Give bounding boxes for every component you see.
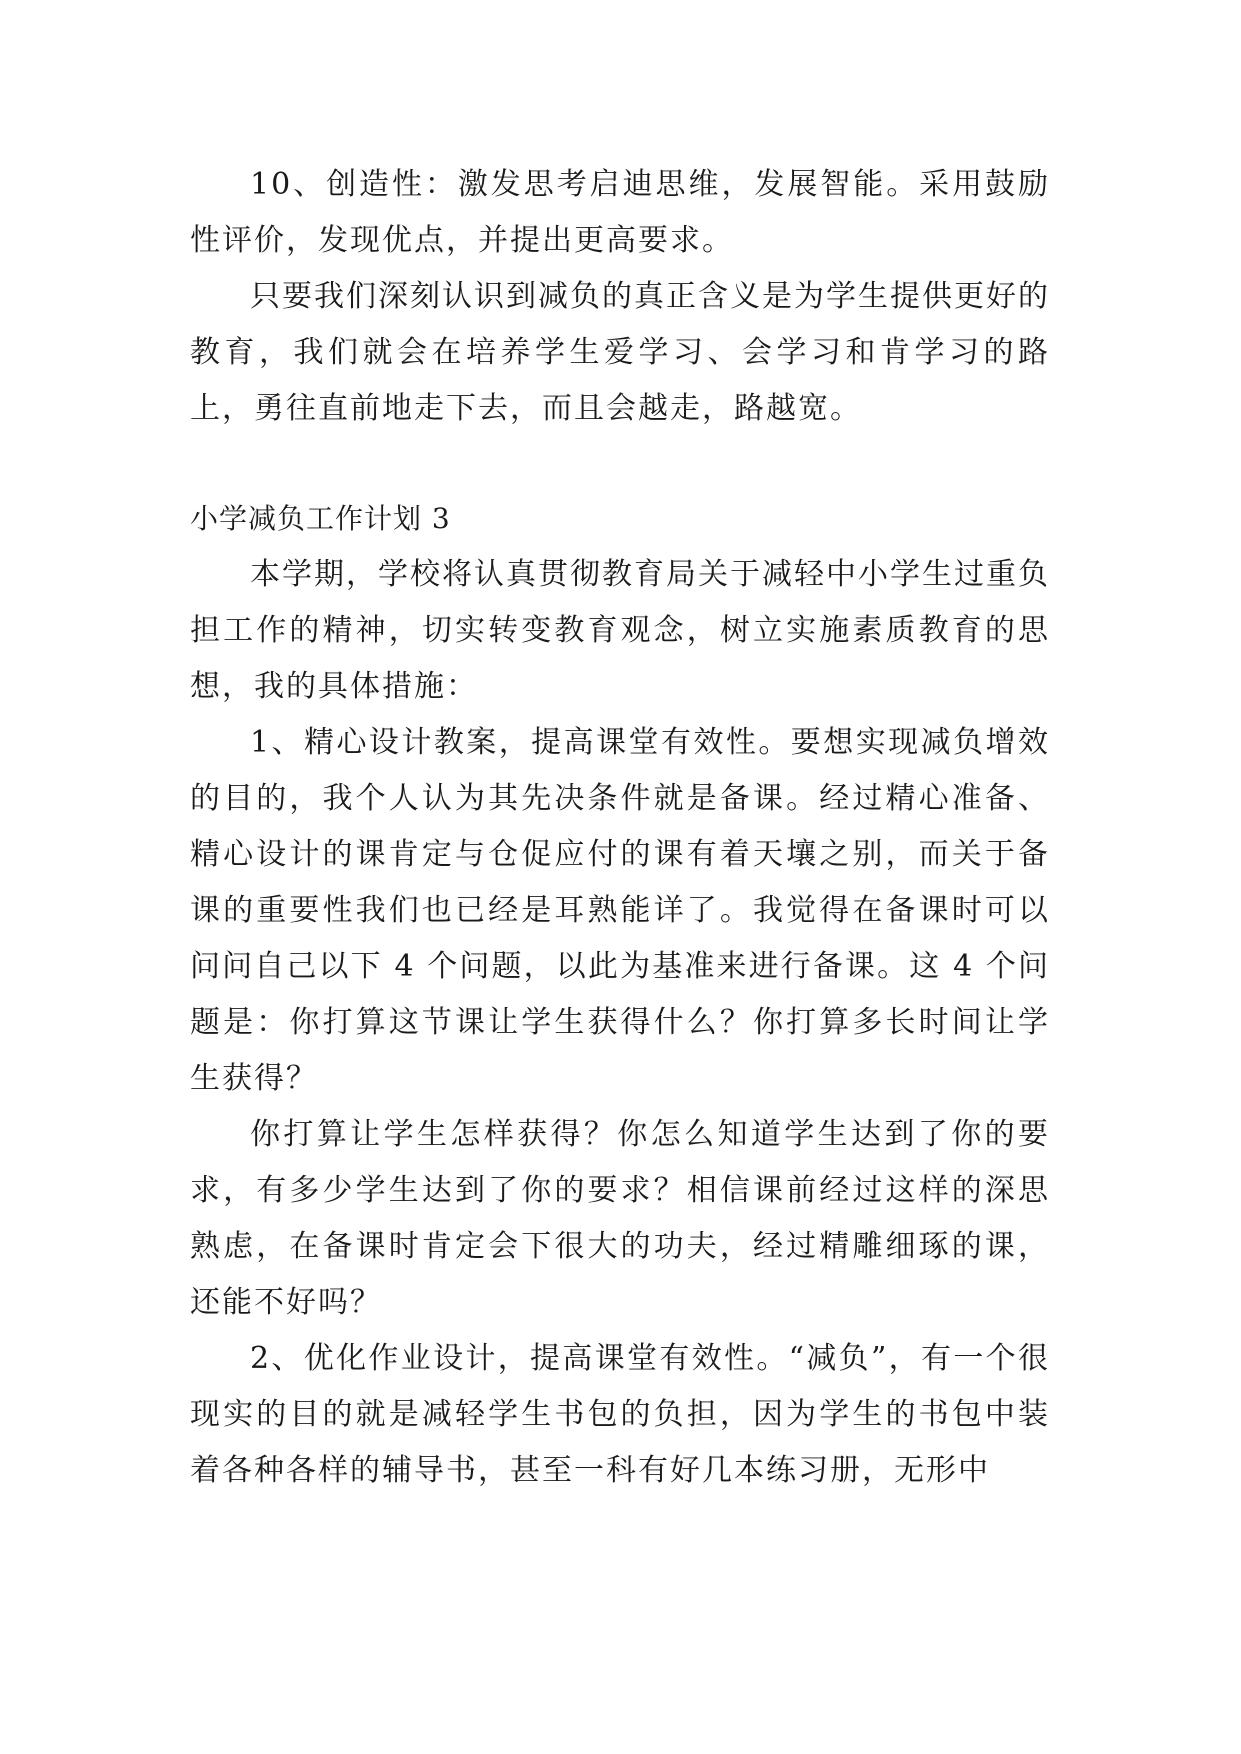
paragraph-measure-2: 2、优化作业设计，提高课堂有效性。“减负”，有一个很现实的目的就是减轻学生书包的负担，因为学生的书包中装着各种各样的辅导书，甚至一科有好几本练习册，无形中 (190, 1341, 1050, 1488)
paragraph-intro: 本学期，学校将认真贯彻教育局关于减轻中小学生过重负担工作的精神，切实转变教育观念，树立实施素质教育的思想，我的具体措施： (190, 557, 1050, 704)
paragraph-measure-1-cont: 你打算让学生怎样获得？你怎么知道学生达到了你的要求，有多少学生达到了你的要求？相信课前经过这样的深思熟虑，在备课时肯定会下很大的功夫，经过精雕细琢的课，还能不好吗？ (190, 1117, 1050, 1320)
document-body (190, 157, 1050, 1499)
section-heading: 小学减负工作计划 3 (190, 502, 451, 535)
paragraph-measure-1: 1、精心设计教案，提高课堂有效性。要想实现减负增效的目的，我个人认为其先决条件就是备课。经过精心准备、精心设计的课肯定与仓促应付的课有着天壤之别，而关于备课的重要性我们也已经是耳熟能详了。我觉得在备课时可以问问自己以下 4 个问题，以此为基准来进行备课。这 4 个问题是：你打算这节课让学生获得什么？你打算多长时间让学生获得？ (190, 725, 1050, 1096)
paragraph-creativity: 10、创造性：激发思考启迪思维，发展智能。采用鼓励性评价，发现优点，并提出更高要求。 (190, 167, 1050, 258)
paragraph-conclusion: 只要我们深刻认识到减负的真正含义是为学生提供更好的教育，我们就会在培养学生爱学习、会学习和肯学习的路上，勇往直前地走下去，而且会越走，路越宽。 (190, 279, 1050, 426)
